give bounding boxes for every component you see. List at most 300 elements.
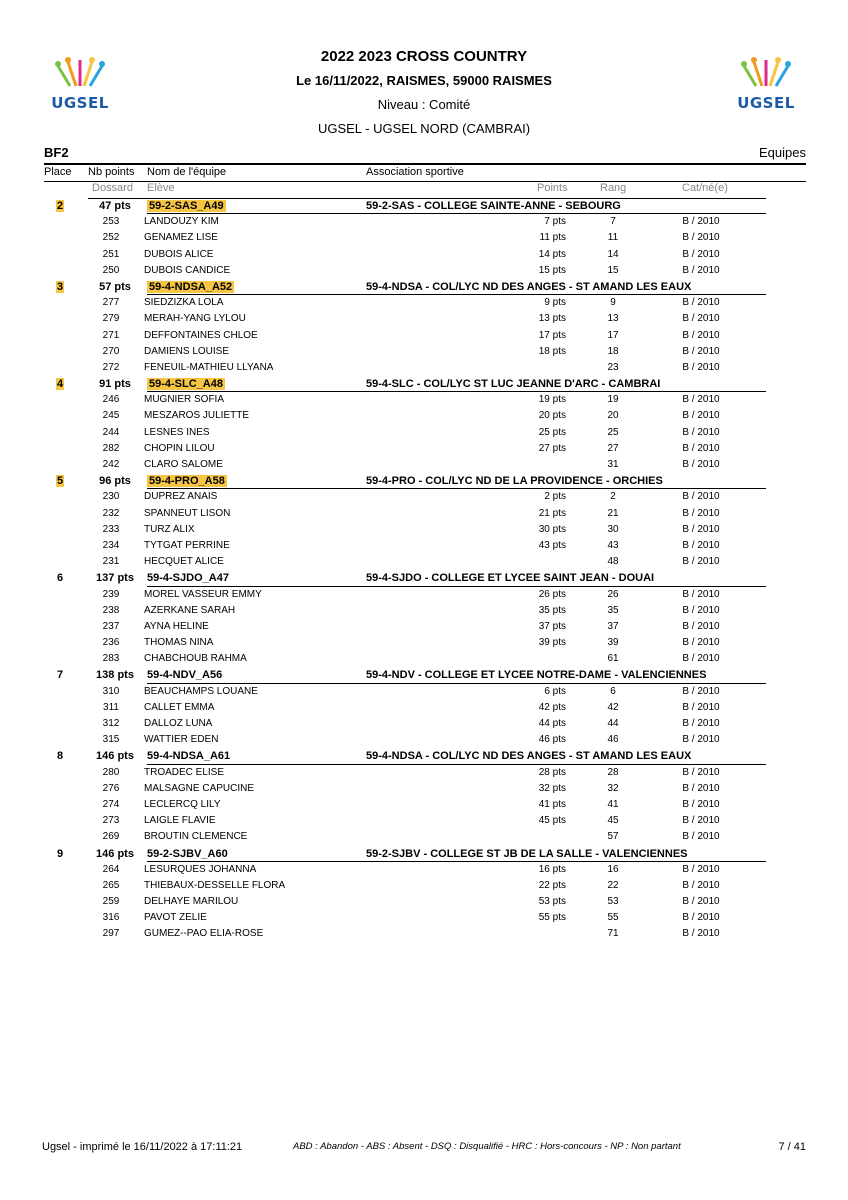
status-legend: ABD : Abandon - ABS : Absent - DSQ : Disqualifié - HRC : Hors-concours - NP : Non partant bbox=[293, 1141, 681, 1152]
athlete-name: DUBOIS CANDICE bbox=[144, 264, 231, 276]
athlete-rank: 53 bbox=[607, 896, 619, 908]
athlete-name: CHABCHOUB RAHMA bbox=[144, 653, 247, 665]
athlete-row bbox=[0, 263, 848, 279]
athlete-category: B / 2010 bbox=[682, 523, 720, 535]
athlete-category: B / 2010 bbox=[682, 394, 720, 406]
team-place bbox=[44, 669, 76, 681]
athlete-points: 30 pts bbox=[538, 523, 566, 535]
athlete-points: 26 pts bbox=[538, 588, 566, 600]
athlete-rank: 71 bbox=[607, 928, 619, 940]
athlete-name: BEAUCHAMPS LOUANE bbox=[144, 685, 258, 697]
athlete-bib: 246 bbox=[102, 394, 120, 406]
athlete-rank: 18 bbox=[607, 345, 619, 357]
athlete-category: B / 2010 bbox=[682, 734, 720, 746]
team-association: 59-4-NDSA - COL/LYC ND DES ANGES - ST AMAND LES EAUX bbox=[366, 750, 692, 763]
athlete-bib: 310 bbox=[102, 685, 120, 697]
athlete-rank: 23 bbox=[607, 361, 619, 373]
team-name bbox=[147, 200, 226, 212]
athlete-points: 28 pts bbox=[538, 766, 566, 778]
athlete-name: TROADEC ELISE bbox=[144, 766, 225, 778]
athlete-bib: 230 bbox=[102, 491, 120, 503]
athlete-category: B / 2010 bbox=[682, 410, 720, 422]
athlete-row bbox=[0, 635, 848, 651]
team-points: 146 pts bbox=[96, 847, 134, 860]
athlete-points: 39 pts bbox=[538, 637, 566, 649]
athlete-points: 32 pts bbox=[538, 782, 566, 794]
team-name bbox=[147, 572, 229, 584]
athlete-points: 37 pts bbox=[538, 620, 566, 632]
athlete-row bbox=[0, 603, 848, 619]
athlete-points: 46 pts bbox=[538, 734, 566, 746]
athlete-bib: 265 bbox=[102, 879, 120, 891]
athlete-category: B / 2010 bbox=[682, 248, 720, 260]
athlete-bib: 233 bbox=[102, 523, 120, 535]
athlete-category: B / 2010 bbox=[682, 896, 720, 908]
team-name-value: 59-4-SLC_A48 bbox=[149, 378, 223, 391]
athlete-name: MERAH-YANG LYLOU bbox=[144, 313, 246, 325]
athlete-category: B / 2010 bbox=[682, 329, 720, 341]
athlete-row bbox=[0, 587, 848, 603]
athlete-name: LECLERCQ LILY bbox=[144, 798, 221, 810]
team-place bbox=[44, 378, 76, 390]
athlete-category: B / 2010 bbox=[682, 442, 720, 454]
logo-wordmark: UGSEL bbox=[737, 94, 795, 112]
athlete-bib: 234 bbox=[102, 539, 120, 551]
athlete-row bbox=[0, 538, 848, 554]
team-name bbox=[147, 750, 230, 762]
athlete-row bbox=[0, 328, 848, 344]
athlete-bib: 252 bbox=[102, 232, 120, 244]
athlete-category: B / 2010 bbox=[682, 815, 720, 827]
athlete-rank: 28 bbox=[607, 766, 619, 778]
athlete-row bbox=[0, 506, 848, 522]
athlete-row bbox=[0, 360, 848, 376]
team-points: 57 pts bbox=[99, 280, 131, 293]
athlete-name: DUPREZ ANAIS bbox=[144, 491, 218, 503]
athlete-rank: 39 bbox=[607, 637, 619, 649]
athlete-name: THIEBAUX-DESSELLE FLORA bbox=[144, 879, 286, 891]
athlete-name: GENAMEZ LISE bbox=[144, 232, 218, 244]
team-name-value: 59-4-PRO_A58 bbox=[149, 475, 225, 488]
athlete-rank: 45 bbox=[607, 815, 619, 827]
athlete-rank: 55 bbox=[607, 912, 619, 924]
athlete-rank: 26 bbox=[607, 588, 619, 600]
team-association: 59-4-SJDO - COLLEGE ET LYCEE SAINT JEAN - DOUAI bbox=[366, 572, 655, 585]
athlete-name: LAIGLE FLAVIE bbox=[144, 815, 216, 827]
athlete-bib: 283 bbox=[102, 653, 120, 665]
athlete-category: B / 2010 bbox=[682, 507, 720, 519]
athlete-category: B / 2010 bbox=[682, 297, 720, 309]
athlete-category: B / 2010 bbox=[682, 459, 720, 470]
event-date-place: Le 16/11/2022, RAISMES, 59000 RAISMES bbox=[296, 73, 552, 88]
athlete-category: B / 2010 bbox=[682, 863, 720, 875]
col-athlete-points: Points bbox=[537, 182, 568, 194]
athlete-bib: 269 bbox=[102, 831, 120, 843]
athlete-bib: 244 bbox=[102, 426, 120, 438]
team-points: 47 pts bbox=[99, 200, 131, 212]
athlete-category: B / 2010 bbox=[682, 620, 720, 632]
col-points: Nb points bbox=[88, 166, 135, 178]
athlete-points: 43 pts bbox=[538, 539, 566, 551]
athlete-bib: 236 bbox=[102, 637, 120, 649]
athlete-points: 19 pts bbox=[538, 394, 566, 406]
col-cat: Cat/né(e) bbox=[682, 182, 728, 194]
team-place bbox=[44, 281, 76, 293]
team-name bbox=[147, 848, 228, 860]
athlete-category: B / 2010 bbox=[682, 831, 720, 843]
athlete-row bbox=[0, 392, 848, 408]
athlete-points: 18 pts bbox=[538, 345, 566, 357]
athlete-bib: 280 bbox=[102, 766, 120, 778]
team-place bbox=[44, 200, 76, 212]
team-place bbox=[44, 572, 76, 584]
athlete-name: MOREL VASSEUR EMMY bbox=[144, 588, 262, 600]
athlete-rank: 46 bbox=[607, 734, 619, 746]
athlete-points: 35 pts bbox=[538, 604, 566, 616]
athlete-category: B / 2010 bbox=[682, 879, 720, 891]
athlete-name: LESNES INES bbox=[144, 426, 210, 438]
athlete-name: LESURQUES JOHANNA bbox=[144, 863, 257, 875]
athlete-row bbox=[0, 765, 848, 781]
athlete-name: MALSAGNE CAPUCINE bbox=[144, 782, 255, 794]
athlete-category: B / 2010 bbox=[682, 232, 720, 244]
results-table bbox=[0, 198, 848, 943]
athlete-name: SPANNEUT LISON bbox=[144, 507, 231, 519]
athlete-row bbox=[0, 247, 848, 263]
athlete-bib: 315 bbox=[102, 734, 120, 746]
athlete-row bbox=[0, 894, 848, 910]
team-association: 59-2-SAS - COLLEGE SAINTE-ANNE - SEBOURG bbox=[366, 200, 621, 212]
team-name bbox=[147, 378, 225, 390]
athlete-rank: 32 bbox=[607, 782, 619, 794]
athlete-points: 21 pts bbox=[538, 507, 566, 519]
team-place-value: 8 bbox=[56, 750, 64, 763]
team-name bbox=[147, 281, 234, 293]
athlete-name: DALLOZ LUNA bbox=[144, 718, 213, 729]
athlete-name: FENEUIL-MATHIEU LLYANA bbox=[144, 361, 274, 373]
team-association: 59-4-NDV - COLLEGE ET LYCEE NOTRE-DAME - VALENCIENNES bbox=[366, 669, 707, 682]
athlete-name: CHOPIN LILOU bbox=[144, 442, 215, 454]
team-points: 137 pts bbox=[96, 572, 134, 585]
athlete-rank: 30 bbox=[607, 523, 619, 535]
athlete-row bbox=[0, 829, 848, 845]
athlete-category: B / 2010 bbox=[682, 912, 720, 924]
athlete-name: HECQUET ALICE bbox=[144, 556, 224, 568]
athlete-name: THOMAS NINA bbox=[144, 637, 214, 649]
athlete-points: 2 pts bbox=[544, 491, 566, 503]
athlete-name: MESZAROS JULIETTE bbox=[144, 410, 250, 422]
athlete-bib: 276 bbox=[102, 782, 120, 794]
athlete-category: B / 2010 bbox=[682, 539, 720, 551]
athlete-rank: 7 bbox=[610, 216, 616, 228]
athlete-rank: 20 bbox=[607, 410, 619, 422]
view-label: Equipes bbox=[759, 145, 806, 160]
team-place-value: 5 bbox=[56, 475, 64, 488]
team-row bbox=[0, 198, 848, 214]
athlete-row bbox=[0, 230, 848, 246]
athlete-row bbox=[0, 813, 848, 829]
athlete-rank: 61 bbox=[607, 653, 619, 665]
athlete-rank: 31 bbox=[607, 459, 619, 470]
athlete-points: 11 pts bbox=[539, 232, 566, 244]
team-place-value: 2 bbox=[56, 200, 64, 212]
team-row bbox=[0, 570, 848, 586]
athlete-points: 16 pts bbox=[538, 863, 566, 875]
athlete-bib: 297 bbox=[102, 928, 120, 940]
athlete-category: B / 2010 bbox=[682, 361, 720, 373]
athlete-name: AZERKANE SARAH bbox=[144, 604, 236, 616]
team-place-value: 7 bbox=[56, 669, 64, 682]
athlete-bib: 271 bbox=[102, 329, 120, 341]
athlete-category: B / 2010 bbox=[682, 345, 720, 357]
athlete-rank: 2 bbox=[610, 491, 616, 503]
athlete-rank: 11 bbox=[607, 232, 619, 244]
athlete-name: DUBOIS ALICE bbox=[144, 248, 214, 260]
athlete-rank: 13 bbox=[607, 313, 619, 325]
page-number: 7 / 41 bbox=[778, 1141, 806, 1153]
team-place bbox=[44, 475, 76, 487]
team-row bbox=[0, 473, 848, 489]
athlete-rank: 27 bbox=[607, 442, 619, 454]
athlete-category: B / 2010 bbox=[682, 216, 720, 228]
team-place bbox=[44, 848, 76, 860]
athlete-points: 15 pts bbox=[538, 264, 566, 276]
athlete-name: MUGNIER SOFIA bbox=[144, 394, 225, 406]
athlete-bib: 282 bbox=[102, 442, 120, 454]
athlete-bib: 274 bbox=[102, 798, 120, 810]
athlete-bib: 279 bbox=[102, 313, 120, 325]
athlete-rank: 15 bbox=[607, 264, 619, 276]
athlete-row bbox=[0, 781, 848, 797]
athlete-row bbox=[0, 862, 848, 878]
athlete-rank: 19 bbox=[607, 394, 619, 406]
athlete-points: 7 pts bbox=[544, 216, 566, 228]
athlete-bib: 311 bbox=[103, 701, 119, 713]
athlete-points: 6 pts bbox=[544, 685, 566, 697]
athlete-bib: 273 bbox=[102, 815, 120, 827]
team-name-value: 59-4-NDSA_A52 bbox=[149, 280, 233, 293]
print-timestamp: Ugsel - imprimé le 16/11/2022 à 17:11:21 bbox=[42, 1141, 243, 1153]
athlete-rank: 21 bbox=[607, 507, 619, 519]
athlete-rank: 42 bbox=[607, 701, 619, 713]
athlete-points: 27 pts bbox=[538, 442, 566, 454]
athlete-category: B / 2010 bbox=[682, 685, 720, 697]
team-row bbox=[0, 376, 848, 392]
athlete-name: CALLET EMMA bbox=[144, 701, 215, 713]
athlete-row bbox=[0, 441, 848, 457]
athlete-category: B / 2010 bbox=[682, 264, 720, 276]
athlete-category: B / 2010 bbox=[682, 928, 720, 940]
team-association: 59-4-SLC - COL/LYC ST LUC JEANNE D'ARC - CAMBRAI bbox=[366, 378, 661, 391]
athlete-category: B / 2010 bbox=[682, 798, 720, 810]
athlete-bib: 245 bbox=[102, 410, 120, 422]
team-points: 138 pts bbox=[96, 669, 134, 682]
athlete-name: DEFFONTAINES CHLOE bbox=[144, 329, 258, 341]
athlete-name: PAVOT ZELIE bbox=[144, 912, 207, 924]
col-association: Association sportive bbox=[366, 166, 464, 178]
athlete-points: 44 pts bbox=[538, 718, 566, 729]
athlete-name: TYTGAT PERRINE bbox=[144, 539, 230, 551]
athlete-category: B / 2010 bbox=[682, 556, 720, 568]
athlete-rank: 14 bbox=[607, 248, 619, 260]
athlete-row bbox=[0, 214, 848, 230]
athlete-row bbox=[0, 684, 848, 700]
team-place-value: 3 bbox=[56, 280, 64, 293]
event-level: Niveau : Comité bbox=[377, 97, 471, 112]
athlete-points: 53 pts bbox=[538, 896, 566, 908]
athlete-bib: 238 bbox=[102, 604, 120, 616]
athlete-points: 22 pts bbox=[538, 879, 566, 891]
team-row bbox=[0, 748, 848, 764]
athlete-row bbox=[0, 926, 848, 942]
athlete-points: 45 pts bbox=[538, 815, 566, 827]
athlete-points: 41 pts bbox=[538, 798, 566, 810]
team-name-value: 59-2-SJBV_A60 bbox=[147, 847, 228, 860]
athlete-category: B / 2010 bbox=[682, 766, 720, 778]
team-place-value: 4 bbox=[56, 378, 64, 391]
athlete-row bbox=[0, 878, 848, 894]
team-name-value: 59-4-NDV_A56 bbox=[147, 669, 223, 682]
athlete-category: B / 2010 bbox=[682, 718, 720, 729]
athlete-rank: 17 bbox=[607, 329, 619, 341]
athlete-row bbox=[0, 489, 848, 505]
athlete-rank: 44 bbox=[607, 718, 619, 729]
col-team: Nom de l'équipe bbox=[147, 166, 227, 178]
athlete-bib: 312 bbox=[102, 718, 120, 729]
col-bib: Dossard bbox=[92, 182, 133, 194]
athlete-name: SIEDZIZKA LOLA bbox=[144, 297, 224, 309]
team-association: 59-4-PRO - COL/LYC ND DE LA PROVIDENCE - ORCHIES bbox=[366, 475, 663, 488]
athlete-rank: 48 bbox=[607, 556, 619, 568]
athlete-bib: 251 bbox=[102, 248, 120, 260]
team-name bbox=[147, 475, 227, 487]
athlete-row bbox=[0, 344, 848, 360]
athlete-rank: 22 bbox=[607, 879, 619, 891]
athlete-bib: 242 bbox=[102, 459, 120, 470]
athlete-category: B / 2010 bbox=[682, 653, 720, 665]
athlete-name: GUMEZ--PAO ELIA-ROSE bbox=[144, 928, 264, 940]
event-title: 2022 2023 CROSS COUNTRY bbox=[320, 48, 528, 65]
athlete-rank: 43 bbox=[607, 539, 619, 551]
team-name-value: 59-2-SAS_A49 bbox=[149, 200, 224, 212]
athlete-row bbox=[0, 910, 848, 926]
athlete-rank: 41 bbox=[607, 798, 619, 810]
team-points: 96 pts bbox=[99, 475, 131, 488]
athlete-name: WATTIER EDEN bbox=[144, 734, 219, 746]
athlete-category: B / 2010 bbox=[682, 604, 720, 616]
athlete-bib: 250 bbox=[102, 264, 120, 276]
athlete-row bbox=[0, 408, 848, 424]
athlete-bib: 239 bbox=[102, 588, 120, 600]
athlete-category: B / 2010 bbox=[682, 588, 720, 600]
athlete-points: 20 pts bbox=[538, 410, 566, 422]
team-name-value: 59-4-NDSA_A61 bbox=[147, 750, 231, 763]
col-rank: Rang bbox=[600, 182, 627, 194]
athlete-category: B / 2010 bbox=[682, 491, 720, 503]
athlete-rank: 16 bbox=[607, 863, 619, 875]
athlete-row bbox=[0, 425, 848, 441]
athlete-name: DAMIENS LOUISE bbox=[144, 345, 230, 357]
athlete-row bbox=[0, 457, 848, 473]
athlete-category: B / 2010 bbox=[682, 637, 720, 649]
logo-wordmark: UGSEL bbox=[51, 94, 109, 112]
athlete-row bbox=[0, 700, 848, 716]
col-student: Elève bbox=[147, 182, 175, 194]
athlete-points: 55 pts bbox=[538, 912, 566, 924]
athlete-bib: 272 bbox=[102, 361, 120, 373]
athlete-category: B / 2010 bbox=[682, 426, 720, 438]
athlete-rank: 25 bbox=[607, 426, 619, 438]
team-association: 59-2-SJBV - COLLEGE ST JB DE LA SALLE - VALENCIENNES bbox=[366, 847, 688, 860]
athlete-name: CLARO SALOME bbox=[144, 459, 223, 470]
athlete-rank: 57 bbox=[607, 831, 619, 843]
team-name bbox=[147, 669, 222, 681]
athlete-bib: 232 bbox=[102, 507, 120, 519]
team-association: 59-4-NDSA - COL/LYC ND DES ANGES - ST AMAND LES EAUX bbox=[366, 280, 692, 293]
team-place-value: 6 bbox=[56, 572, 64, 585]
athlete-category: B / 2010 bbox=[682, 313, 720, 325]
athlete-points: 9 pts bbox=[544, 297, 566, 309]
athlete-points: 13 pts bbox=[538, 313, 566, 325]
athlete-name: DELHAYE MARILOU bbox=[144, 896, 239, 908]
athlete-row bbox=[0, 732, 848, 748]
athlete-row bbox=[0, 716, 848, 732]
athlete-bib: 264 bbox=[102, 863, 120, 875]
team-row bbox=[0, 846, 848, 862]
athlete-category: B / 2010 bbox=[682, 782, 720, 794]
event-organizer: UGSEL - UGSEL NORD (CAMBRAI) bbox=[317, 121, 531, 136]
athlete-points: 42 pts bbox=[538, 701, 566, 713]
athlete-points: 17 pts bbox=[538, 329, 566, 341]
athlete-rank: 35 bbox=[607, 604, 619, 616]
athlete-name: TURZ ALIX bbox=[144, 523, 195, 535]
team-points: 91 pts bbox=[99, 378, 131, 391]
athlete-row bbox=[0, 619, 848, 635]
athlete-name: AYNA HELINE bbox=[144, 620, 209, 632]
athlete-row bbox=[0, 554, 848, 570]
athlete-bib: 237 bbox=[102, 620, 120, 632]
athlete-row bbox=[0, 295, 848, 311]
athlete-rank: 9 bbox=[610, 297, 616, 309]
category-label: BF2 bbox=[44, 145, 69, 160]
athlete-bib: 270 bbox=[102, 345, 120, 357]
athlete-bib: 259 bbox=[102, 896, 120, 908]
athlete-name: BROUTIN CLEMENCE bbox=[144, 831, 248, 843]
athlete-points: 25 pts bbox=[538, 426, 566, 438]
athlete-row bbox=[0, 797, 848, 813]
team-name-value: 59-4-SJDO_A47 bbox=[147, 572, 229, 585]
athlete-rank: 6 bbox=[610, 685, 616, 697]
athlete-bib: 253 bbox=[102, 216, 120, 228]
athlete-category: B / 2010 bbox=[682, 701, 720, 713]
athlete-row bbox=[0, 651, 848, 667]
athlete-name: LANDOUZY KIM bbox=[144, 216, 219, 228]
col-place: Place bbox=[44, 166, 72, 178]
team-points: 146 pts bbox=[96, 750, 134, 763]
athlete-bib: 277 bbox=[102, 297, 120, 309]
athlete-row bbox=[0, 311, 848, 327]
header-divider bbox=[44, 163, 806, 165]
team-row bbox=[0, 667, 848, 683]
athlete-bib: 316 bbox=[102, 912, 120, 924]
team-row bbox=[0, 279, 848, 295]
athlete-row bbox=[0, 522, 848, 538]
team-place bbox=[44, 750, 76, 762]
team-place-value: 9 bbox=[56, 847, 64, 860]
athlete-points: 14 pts bbox=[538, 248, 566, 260]
athlete-bib: 231 bbox=[102, 556, 120, 568]
athlete-rank: 37 bbox=[607, 620, 619, 632]
